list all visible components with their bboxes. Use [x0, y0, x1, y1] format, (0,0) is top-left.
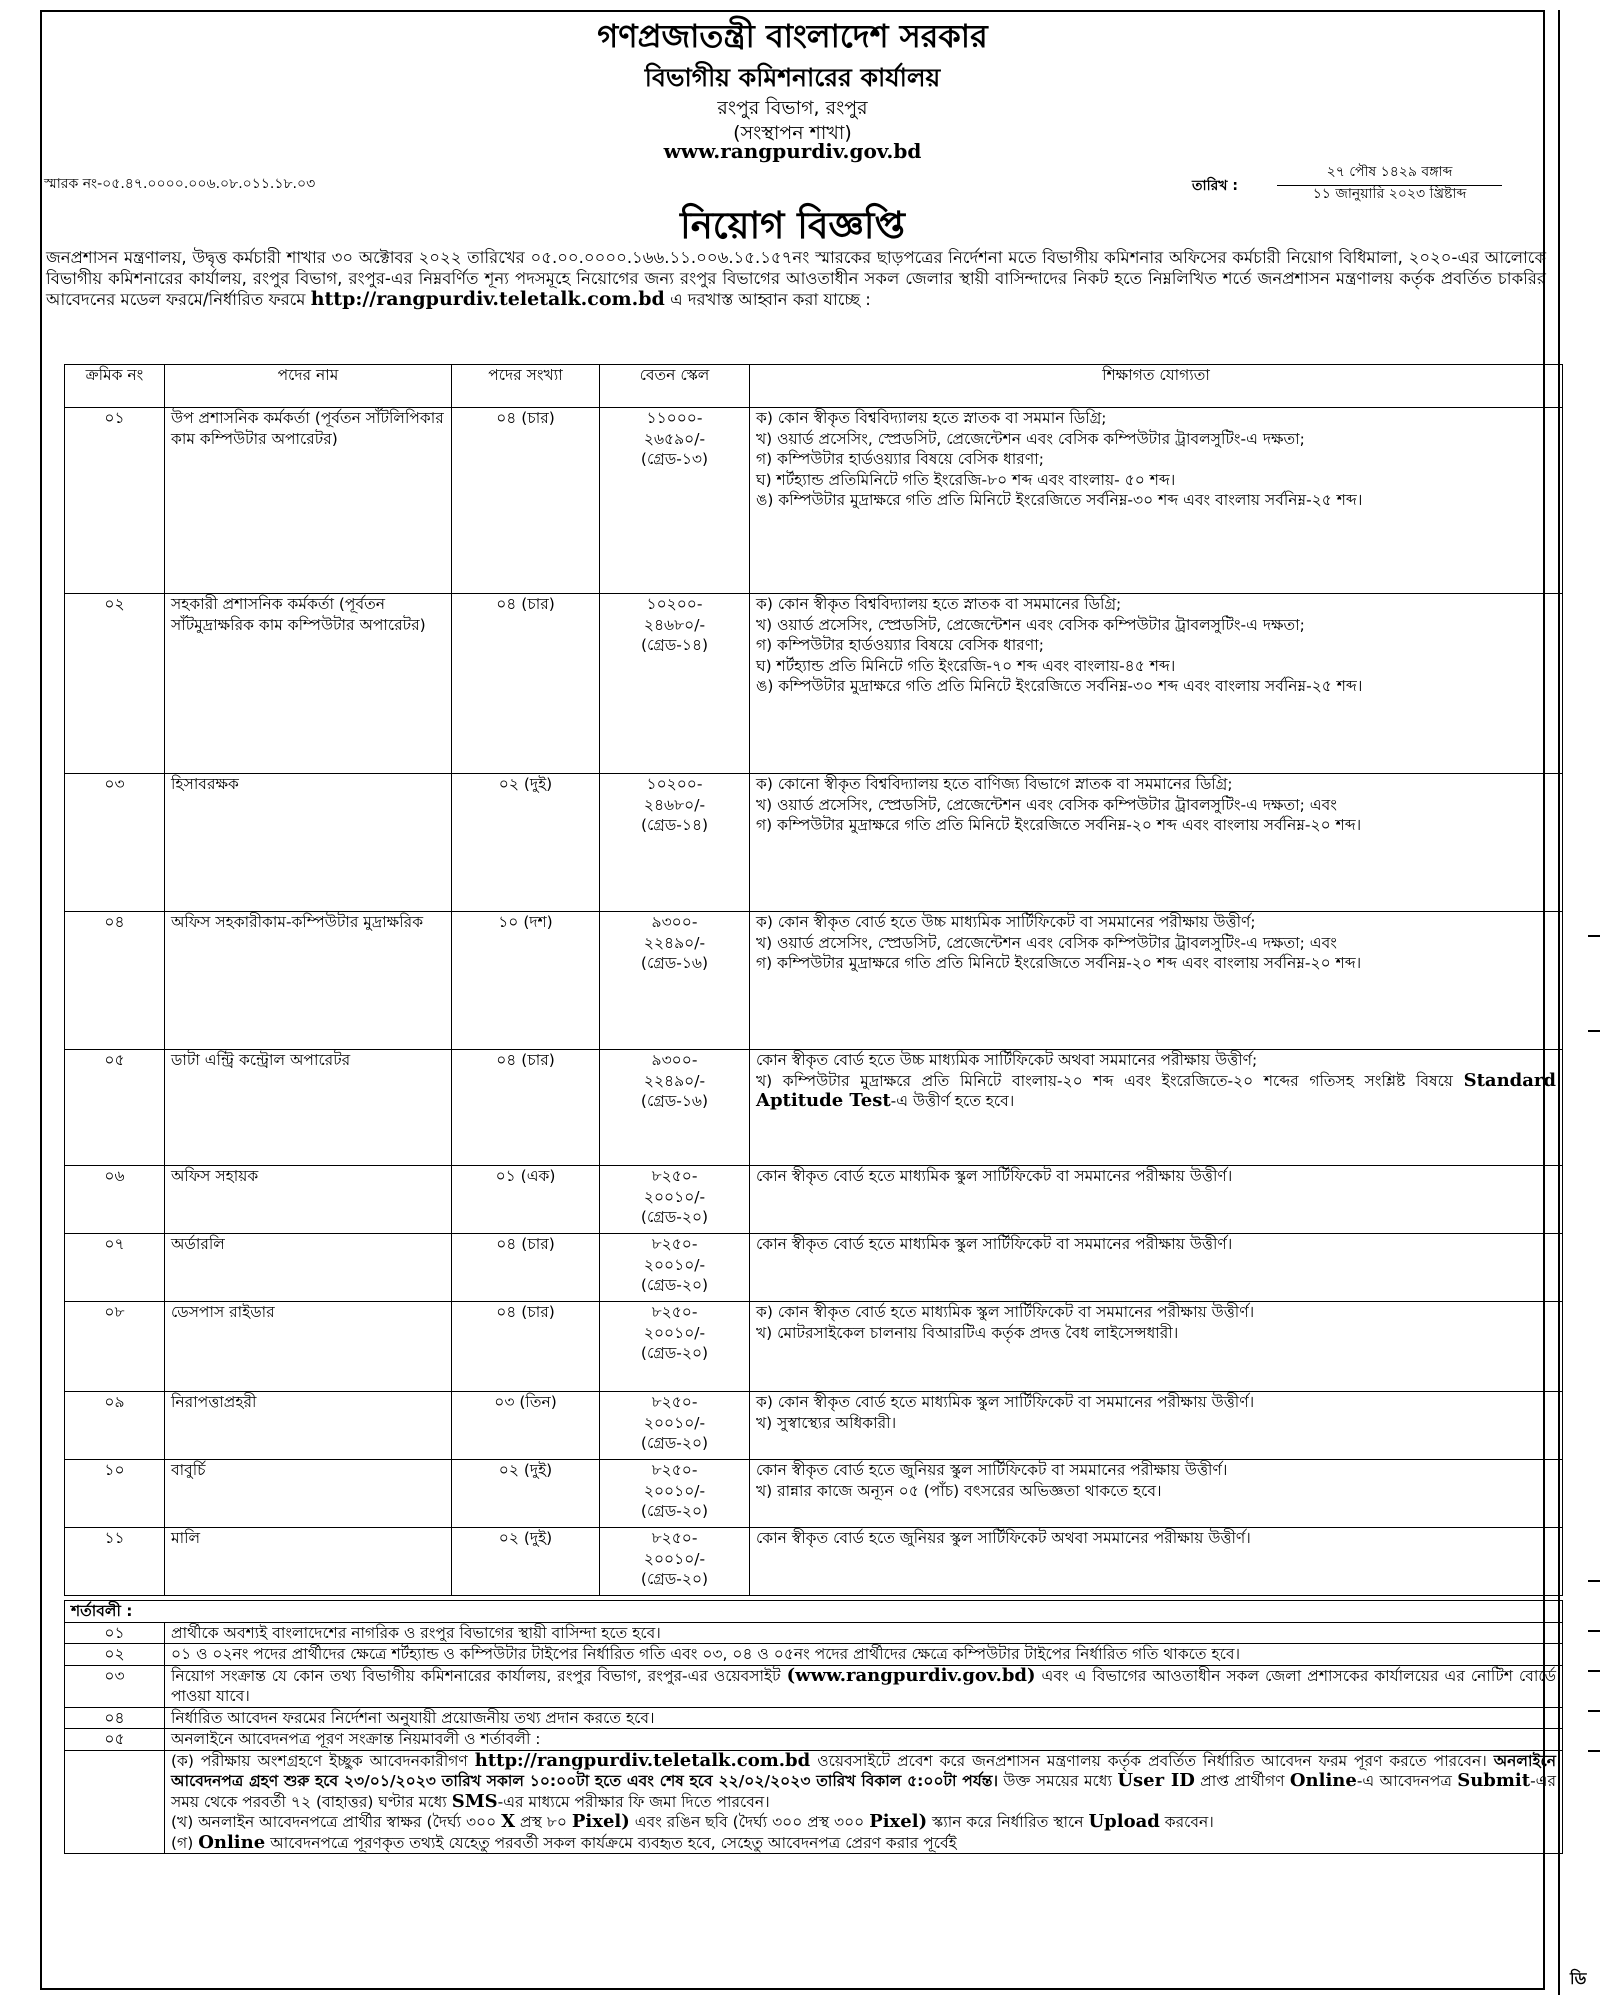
edge-tick — [1588, 1750, 1600, 1752]
condition-text — [165, 1665, 1563, 1707]
qualification-item — [756, 1071, 1556, 1112]
rule-text: -এ আবেদনপত্র — [1356, 1772, 1452, 1790]
qualification-item: গ) কম্পিউটার হার্ডওয়্যার বিষয়ে বেসিক ধারণা; — [756, 636, 1044, 654]
row-serial: ০৮ — [65, 1302, 165, 1392]
qualification-item: কোন স্বীকৃত বোর্ড হতে জুনিয়র স্কুল সার্টিফিকেট বা সমমানের পরীক্ষায় উত্তীর্ণ। — [756, 1461, 1228, 1479]
row-qualification — [750, 408, 1563, 594]
row-serial: ০৩ — [65, 774, 165, 912]
row-post: উপ প্রশাসনিক কর্মকর্তা (পূর্বতন সাঁটলিপিকার কাম কম্পিউটার অপারেটর) — [165, 408, 452, 594]
condition-row — [65, 1729, 1563, 1751]
teletalk-link[interactable]: http://rangpurdiv.teletalk.com.bd — [474, 1749, 811, 1771]
condition-text: ০১ ও ০২নং পদের প্রার্থীদের ক্ষেত্রে শর্টহ্যান্ড ও কম্পিউটার টাইপের নির্ধারিত গতি এবং ০৩, ০৪ ও ০৫নং পদের প্রার্থীদের ক্ষেত্রে কম্পিউটার টাইপের নির্ধারিত গতি থাকতে হবে। — [165, 1644, 1563, 1666]
condition-text: প্রার্থীকে অবশ্যই বাংলাদেশের নাগরিক ও রংপুর বিভাগের স্থায়ী বাসিন্দা হতে হবে। — [165, 1622, 1563, 1644]
condition-number: ০৫ — [65, 1729, 165, 1751]
qualification-item: ক) কোন স্বীকৃত বিশ্ববিদ্যালয় হতে স্নাতক বা সমমান ডিগ্রি; — [756, 409, 1107, 427]
qualification-item: ঙ) কম্পিউটার মুদ্রাক্ষরে গতি প্রতি মিনিটে ইংরেজিতে সর্বনিম্ন-৩০ শব্দ এবং বাংলায় সর্বনিম্ন-২৫ শব্দ। — [756, 491, 1363, 509]
qualification-item: কোন স্বীকৃত বোর্ড হতে মাধ্যমিক স্কুল সার্টিফিকেট বা সমমানের পরীক্ষায় উত্তীর্ণ। — [756, 1167, 1233, 1185]
table-row — [65, 1166, 1563, 1234]
pay-min: ১১০০০- — [646, 409, 703, 427]
qualification-item: কোন স্বীকৃত বোর্ড হতে উচ্চ মাধ্যমিক সার্টিফিকেট অথবা সমমানের পরীক্ষায় উত্তীর্ণ; — [756, 1051, 1258, 1069]
row-post: অর্ডারলি — [165, 1234, 452, 1302]
row-count: ০২ (দুই) — [452, 774, 600, 912]
rule-text: উক্ত সময়ের মধ্যে — [1003, 1772, 1112, 1790]
date-bangla: ২৭ পৌষ ১৪২৯ বঙ্গাব্দ — [1277, 160, 1502, 186]
edge-letter: ডি — [1570, 1969, 1587, 1988]
pay-min: ১০২০০- — [646, 595, 703, 613]
row-qualification — [750, 1460, 1563, 1528]
table-row — [65, 1392, 1563, 1460]
online-rules-row — [65, 1750, 1563, 1854]
qualification-item: ক) কোন স্বীকৃত বিশ্ববিদ্যালয় হতে স্নাতক বা সমমানের ডিগ্রি; — [756, 595, 1122, 613]
row-post: হিসাবরক্ষক — [165, 774, 452, 912]
table-row — [65, 594, 1563, 774]
row-pay — [600, 1234, 750, 1302]
row-count: ০৪ (চার) — [452, 1234, 600, 1302]
qualification-item: ঙ) কম্পিউটার মুদ্রাক্ষরে গতি প্রতি মিনিটে ইংরেজিতে সর্বনিম্ন-৩০ শব্দ এবং বাংলায় সর্বনিম্ন-২৫ শব্দ। — [756, 677, 1363, 695]
pay-max: ২৪৬৮০/- — [643, 795, 706, 814]
col-qualification: শিক্ষাগত যোগ্যতা — [750, 365, 1563, 408]
rule-text: প্রাপ্ত প্রার্থীগণ — [1200, 1772, 1285, 1790]
row-qualification — [750, 594, 1563, 774]
pay-max: ২২৪৯০/- — [643, 1071, 706, 1090]
qualification-item: গ) কম্পিউটার হার্ডওয়্যার বিষয়ে বেসিক ধারণা; — [756, 450, 1044, 468]
row-pay — [600, 1460, 750, 1528]
qualification-tail: -এ উত্তীর্ণ হতে হবে। — [890, 1092, 1015, 1110]
row-pay — [600, 594, 750, 774]
row-qualification — [750, 1234, 1563, 1302]
row-post: অফিস সহায়ক — [165, 1166, 452, 1234]
pay-min: ৯৩০০- — [651, 913, 698, 931]
online-rule-kha — [171, 1812, 1556, 1833]
memo-number: স্মারক নং-০৫.৪৭.০০০০.০০৬.০৮.০১১.১৮.০৩ — [44, 176, 316, 192]
website-link[interactable]: (www.rangpurdiv.gov.bd) — [786, 1664, 1036, 1686]
pay-max: ২০০১০/- — [643, 1255, 706, 1274]
row-qualification — [750, 774, 1563, 912]
qualification-item: ঘ) শর্টহ্যান্ড প্রতিমিনিটে গতি ইংরেজি-৮০ শব্দ এবং বাংলায়- ৫০ শব্দ। — [756, 470, 1176, 489]
condition-number: ০২ — [65, 1644, 165, 1666]
row-post: ডাটা এন্ট্রি কন্ট্রোল অপারেটর — [165, 1050, 452, 1166]
edge-tick — [1588, 1670, 1600, 1672]
row-serial: ০৪ — [65, 912, 165, 1050]
row-count: ১০ (দশ) — [452, 912, 600, 1050]
qualification-item: খ) ওয়ার্ড প্রসেসিং, স্প্রেডসিট, প্রেজেন্টেশন এবং বেসিক কম্পিউটার ট্রাবলসুটিং-এ দক্ষতা; এবং — [756, 933, 1337, 952]
row-pay — [600, 912, 750, 1050]
row-serial: ১০ — [65, 1460, 165, 1528]
qualification-item: কোন স্বীকৃত বোর্ড হতে মাধ্যমিক স্কুল সার্টিফিকেট বা সমমানের পরীক্ষায় উত্তীর্ণ। — [756, 1235, 1233, 1253]
pay-grade: (গ্রেড-২০) — [640, 1434, 709, 1452]
condition-row — [65, 1622, 1563, 1644]
qualification-item: খ) মোটরসাইকেল চালনায় বিআরটিএ কর্তৃক প্রদত্ত বৈধ লাইসেন্সধারী। — [756, 1323, 1179, 1342]
pay-max: ২০০১০/- — [643, 1413, 706, 1432]
pay-max: ২০০১০/- — [643, 1481, 706, 1500]
row-count: ০২ (দুই) — [452, 1460, 600, 1528]
condition-text-part: নিয়োগ সংক্রান্ত যে কোন তথ্য বিভাগীয় কমিশনারের কার্যালয়, রংপুর বিভাগ, রংপুর-এর ওয়েবসাইট — [171, 1666, 781, 1685]
rule-term: User ID — [1117, 1770, 1195, 1791]
row-count: ০৪ (চার) — [452, 408, 600, 594]
rule-text: স্ক্যান করে নির্ধারিত স্থানে — [932, 1813, 1084, 1831]
rule-term: Submit — [1457, 1770, 1531, 1791]
table-row — [65, 1050, 1563, 1166]
row-count: ০১ (এক) — [452, 1166, 600, 1234]
vacancy-table — [64, 364, 1563, 1596]
online-rules — [165, 1750, 1563, 1854]
row-count: ০২ (দুই) — [452, 1528, 600, 1596]
edge-line — [1558, 10, 1560, 1995]
rule-text: (ক) পরীক্ষায় অংশগ্রহণে ইচ্ছুক আবেদনকারীগণ — [171, 1751, 468, 1770]
qualification-item: খ) ওয়ার্ড প্রসেসিং, স্প্রেডসিট, প্রেজেন্টেশন এবং বেসিক কম্পিউটার ট্রাবলসুটিং-এ দক্ষতা; — [756, 429, 1305, 448]
row-serial: ০৬ — [65, 1166, 165, 1234]
col-pay: বেতন স্কেল — [600, 365, 750, 408]
condition-text: নির্ধারিত আবেদন ফরমের নির্দেশনা অনুযায়ী প্রয়োজনীয় তথ্য প্রদান করতে হবে। — [165, 1707, 1563, 1729]
application-url: http://rangpurdiv.teletalk.com.bd — [310, 288, 665, 310]
pay-max: ২০০১০/- — [643, 1187, 706, 1206]
row-qualification — [750, 912, 1563, 1050]
section-line: (সংস্থাপন শাখা) — [733, 122, 852, 144]
qualification-item: খ) ওয়ার্ড প্রসেসিং, স্প্রেডসিট, প্রেজেন্টেশন এবং বেসিক কম্পিউটার ট্রাবলসুটিং-এ দক্ষতা; — [756, 615, 1305, 634]
pay-grade: (গ্রেড-১৪) — [640, 636, 709, 654]
row-pay — [600, 1166, 750, 1234]
edge-tick — [1588, 935, 1600, 937]
conditions-heading: শর্তাবলী : — [65, 1601, 1563, 1623]
col-post: পদের নাম — [165, 365, 452, 408]
pay-max: ২৬৫৯০/- — [643, 429, 706, 448]
condition-row — [65, 1707, 1563, 1729]
rule-text: করবেন। — [1164, 1813, 1214, 1831]
row-post: সহকারী প্রশাসনিক কর্মকর্তা (পূর্বতন সাঁটমুদ্রাক্ষরিক কাম কম্পিউটার অপারেটর) — [165, 594, 452, 774]
table-row — [65, 1460, 1563, 1528]
qualification-item: খ) রান্নার কাজে অন্যূন ০৫ (পাঁচ) বৎসরের অভিজ্ঞতা থাকতে হবে। — [756, 1481, 1162, 1500]
qualification-item: গ) কম্পিউটার মুদ্রাক্ষরে গতি প্রতি মিনিটে ইংরেজিতে সর্বনিম্ন-২০ শব্দ এবং বাংলায় সর্বনিম্ন-২০ শব্দ। — [756, 954, 1362, 972]
row-count: ০৪ (চার) — [452, 594, 600, 774]
row-serial: ০২ — [65, 594, 165, 774]
col-count: পদের সংখ্যা — [452, 365, 600, 408]
condition-row — [65, 1644, 1563, 1666]
conditions-table — [64, 1600, 1563, 1854]
qualification-item: খ) সুস্বাস্থ্যের অধিকারী। — [756, 1413, 897, 1432]
row-count: ০৪ (চার) — [452, 1302, 600, 1392]
row-qualification — [750, 1166, 1563, 1234]
online-rule-ka — [171, 1751, 1556, 1813]
row-qualification — [750, 1050, 1563, 1166]
pay-grade: (গ্রেড-১৩) — [640, 450, 709, 468]
edge-tick — [1588, 1580, 1600, 1582]
row-serial: ১১ — [65, 1528, 165, 1596]
rule-term: Online — [1289, 1770, 1357, 1791]
condition-text: অনলাইনে আবেদনপত্র পূরণ সংক্রান্ত নিয়মাবলী ও শর্তাবলী : — [165, 1729, 1563, 1751]
intro-paragraph — [46, 248, 1546, 311]
division-line: রংপুর বিভাগ, রংপুর — [717, 97, 868, 119]
row-serial: ০৫ — [65, 1050, 165, 1166]
rule-term: Upload — [1088, 1811, 1160, 1832]
page-title: নিয়োগ বিজ্ঞপ্তি — [680, 204, 905, 247]
office-heading: বিভাগীয় কমিশনারের কার্যালয় — [644, 63, 941, 92]
rule-term: Pixel) — [869, 1811, 928, 1832]
pay-min: ৮২৫০- — [651, 1167, 698, 1185]
qualification-item: ঘ) শর্টহ্যান্ড প্রতি মিনিটে গতি ইংরেজি-৭০ শব্দ এবং বাংলায়-৪৫ শব্দ। — [756, 656, 1176, 675]
rule-deadline: অনলাইনে আবেদনপত্র গ্রহণ শুরু হবে ২৩/০১/২০২৩ তারিখ সকাল ১০:০০টা হতে এবং শেষ হবে ২২/০২/২০২৩ তারিখ বিকাল ৫:০০টা পর্যন্ত। — [171, 1751, 1557, 1790]
qualification-item: কোন স্বীকৃত বোর্ড হতে জুনিয়র স্কুল সার্টিফিকেট অথবা সমমানের পরীক্ষায় উত্তীর্ণ। — [756, 1529, 1251, 1547]
qualification-item: ক) কোন স্বীকৃত বোর্ড হতে মাধ্যমিক স্কুল সার্টিফিকেট বা সমমানের পরীক্ষায় উত্তীর্ণ। — [756, 1303, 1255, 1321]
pay-max: ২০০১০/- — [643, 1549, 706, 1568]
pay-max: ২২৪৯০/- — [643, 933, 706, 952]
pay-grade: (গ্রেড-১৬) — [640, 1092, 709, 1110]
pay-grade: (গ্রেড-২০) — [640, 1208, 709, 1226]
online-rule-ga — [171, 1833, 1556, 1854]
website-line: www.rangpurdiv.gov.bd — [663, 139, 922, 163]
date-label: তারিখ : — [1192, 178, 1238, 194]
row-qualification — [750, 1528, 1563, 1596]
row-pay — [600, 1302, 750, 1392]
rule-text: প্রস্থ ৮০ — [520, 1813, 567, 1831]
condition-number: ০৩ — [65, 1665, 165, 1707]
aptitude-test-name: Standard Aptitude Test — [756, 1069, 1556, 1111]
row-post: অফিস সহকারীকাম-কম্পিউটার মুদ্রাক্ষরিক — [165, 912, 452, 1050]
row-pay — [600, 1528, 750, 1596]
row-pay — [600, 774, 750, 912]
condition-row — [65, 1665, 1563, 1707]
condition-number: ০৪ — [65, 1707, 165, 1729]
edge-tick — [1588, 1030, 1600, 1032]
adjacent-page-edge — [1558, 10, 1600, 1995]
pay-max: ২০০১০/- — [643, 1323, 706, 1342]
row-post: নিরাপত্তাপ্রহরী — [165, 1392, 452, 1460]
table-row — [65, 1302, 1563, 1392]
online-rules-spacer — [65, 1750, 165, 1854]
pay-min: ১০২০০- — [646, 775, 703, 793]
qualification-text: খ) কম্পিউটার মুদ্রাক্ষরে প্রতি মিনিটে বাংলায়-২০ শব্দ এবং ইংরেজিতে-২০ শব্দের গতিসহ সংশ্লিষ্ট বিষয়ে — [756, 1071, 1453, 1090]
rule-text: ওয়েবসাইটে প্রবেশ করে জনপ্রশাসন মন্ত্রণালয় কর্তৃক প্রবর্তিত নির্ধারিত আবেদন ফরম পূরণ করতে পারবেন। — [817, 1751, 1487, 1770]
date-gregorian: ১১ জানুয়ারি ২০২৩ খ্রিষ্টাব্দ — [1312, 186, 1467, 202]
table-row — [65, 912, 1563, 1050]
rule-text: আবেদনপত্রে পূরণকৃত তথ্যই যেহেতু পরবর্তী সকল কার্যক্রমে ব্যবহৃত হবে, সেহেতু আবেদনপত্র প্রেরণ করার পূর্বেই — [270, 1833, 957, 1852]
rule-term: X — [501, 1811, 516, 1832]
rule-text: -এর সময় থেকে পরবর্তী ৭২ (বাহাত্তর) ঘণ্টার মধ্যে — [171, 1772, 1557, 1811]
rule-term: Online — [198, 1831, 266, 1853]
pay-max: ২৪৬৮০/- — [643, 615, 706, 634]
pay-grade: (গ্রেড-২০) — [640, 1276, 709, 1294]
row-pay — [600, 408, 750, 594]
row-pay — [600, 1050, 750, 1166]
table-row — [65, 774, 1563, 912]
notice-page — [40, 10, 1557, 1990]
qualification-item: ক) কোনো স্বীকৃত বিশ্ববিদ্যালয় হতে বাণিজ্য বিভাগে স্নাতক বা সমমানের ডিগ্রি; — [756, 775, 1233, 793]
rule-text: এবং রঙিন ছবি (দৈর্ঘ্য ৩০০ প্রস্থ ৩০০ — [634, 1813, 865, 1831]
row-count: ০৪ (চার) — [452, 1050, 600, 1166]
edge-tick — [1588, 1630, 1600, 1632]
rule-text: (খ) অনলাইন আবেদনপত্রে প্রার্থীর স্বাক্ষর (দৈর্ঘ্য ৩০০ — [171, 1813, 497, 1831]
row-serial: ০৯ — [65, 1392, 165, 1460]
pay-grade: (গ্রেড-২০) — [640, 1502, 709, 1520]
col-serial: ক্রমিক নং — [65, 365, 165, 408]
pay-grade: (গ্রেড-২০) — [640, 1570, 709, 1588]
intro-text: জনপ্রশাসন মন্ত্রণালয়, উদ্বৃত্ত কর্মচারী শাখার ৩০ অক্টোবর ২০২২ তারিখের ০৫.০০.০০০০.১৬৬.১১.০০৬.১৫.১৫৭নং স্মারকের ছাড়পত্রের নির্দেশনা মতে বিভাগীয় কমিশনার অফিসের কর্মচারী নিয়োগ বিধিমালা, ২০২০-এর আলোকে বিভাগীয় কমিশনারের কার্যালয়, রংপুর বিভাগ, রংপুর-এর নিম্নবর্ণিত শূন্য পদসমূহে নিয়োগের জন্য রংপুর বিভাগের আওতাধীন সকল জেলার স্থায়ী বাসিন্দাদের নিকট হতে নিম্নলিখিত শর্তে জনপ্রশাসন মন্ত্রণালয় কর্তৃক প্রবর্তিত চাকরির আবেদনের মডেল ফরমে/নির্ধারিত ফরমে — [46, 248, 1546, 309]
rule-term: Pixel) — [571, 1811, 630, 1832]
table-row — [65, 1528, 1563, 1596]
qualification-item: গ) কম্পিউটার মুদ্রাক্ষরে গতি প্রতি মিনিটে ইংরেজিতে সর্বনিম্ন-২০ শব্দ এবং বাংলায় সর্বনিম্ন-২০ শব্দ। — [756, 816, 1362, 834]
row-post: মালি — [165, 1528, 452, 1596]
pay-min: ৮২৫০- — [651, 1303, 698, 1321]
table-row — [65, 1234, 1563, 1302]
row-post: বাবুর্চি — [165, 1460, 452, 1528]
pay-min: ৮২৫০- — [651, 1529, 698, 1547]
rule-text: -এর মাধ্যমে পরীক্ষার ফি জমা দিতে পারবেন। — [497, 1792, 770, 1811]
edge-tick — [1588, 1710, 1600, 1712]
qualification-item: ক) কোন স্বীকৃত বোর্ড হতে মাধ্যমিক স্কুল সার্টিফিকেট বা সমমানের পরীক্ষায় উত্তীর্ণ। — [756, 1393, 1255, 1411]
table-row — [65, 408, 1563, 594]
pay-grade: (গ্রেড-১৬) — [640, 954, 709, 972]
row-serial: ০৭ — [65, 1234, 165, 1302]
row-serial: ০১ — [65, 408, 165, 594]
pay-min: ৮২৫০- — [651, 1235, 698, 1253]
row-pay — [600, 1392, 750, 1460]
qualification-item: ক) কোন স্বীকৃত বোর্ড হতে উচ্চ মাধ্যমিক সার্টিফিকেট বা সমমানের পরীক্ষায় উত্তীর্ণ; — [756, 913, 1256, 931]
pay-grade: (গ্রেড-১৪) — [640, 816, 709, 834]
row-count: ০৩ (তিন) — [452, 1392, 600, 1460]
pay-min: ৮২৫০- — [651, 1393, 698, 1411]
government-heading: গণপ্রজাতন্ত্রী বাংলাদেশ সরকার — [597, 17, 988, 55]
row-qualification — [750, 1302, 1563, 1392]
row-post: ডেসপাস রাইডার — [165, 1302, 452, 1392]
pay-grade: (গ্রেড-২০) — [640, 1344, 709, 1362]
qualification-item: খ) ওয়ার্ড প্রসেসিং, স্প্রেডসিট, প্রেজেন্টেশন এবং বেসিক কম্পিউটার ট্রাবলসুটিং-এ দক্ষতা; এবং — [756, 795, 1337, 814]
intro-suffix: এ দরখাস্ত আহ্বান করা যাচ্ছে : — [670, 290, 871, 309]
rule-text: (গ) — [171, 1833, 194, 1852]
condition-number: ০১ — [65, 1622, 165, 1644]
table-header-row — [65, 365, 1563, 408]
row-qualification — [750, 1392, 1563, 1460]
rule-term: SMS — [451, 1790, 498, 1812]
pay-min: ৮২৫০- — [651, 1461, 698, 1479]
pay-min: ৯৩০০- — [651, 1051, 698, 1069]
conditions-heading-row — [65, 1601, 1563, 1623]
condition-text-part: এবং এ বিভাগের আওতাধীন সকল জেলা প্রশাসকের কার্যালয়ের এর নোটিশ বোর্ডে পাওয়া যাবে। — [171, 1666, 1557, 1705]
